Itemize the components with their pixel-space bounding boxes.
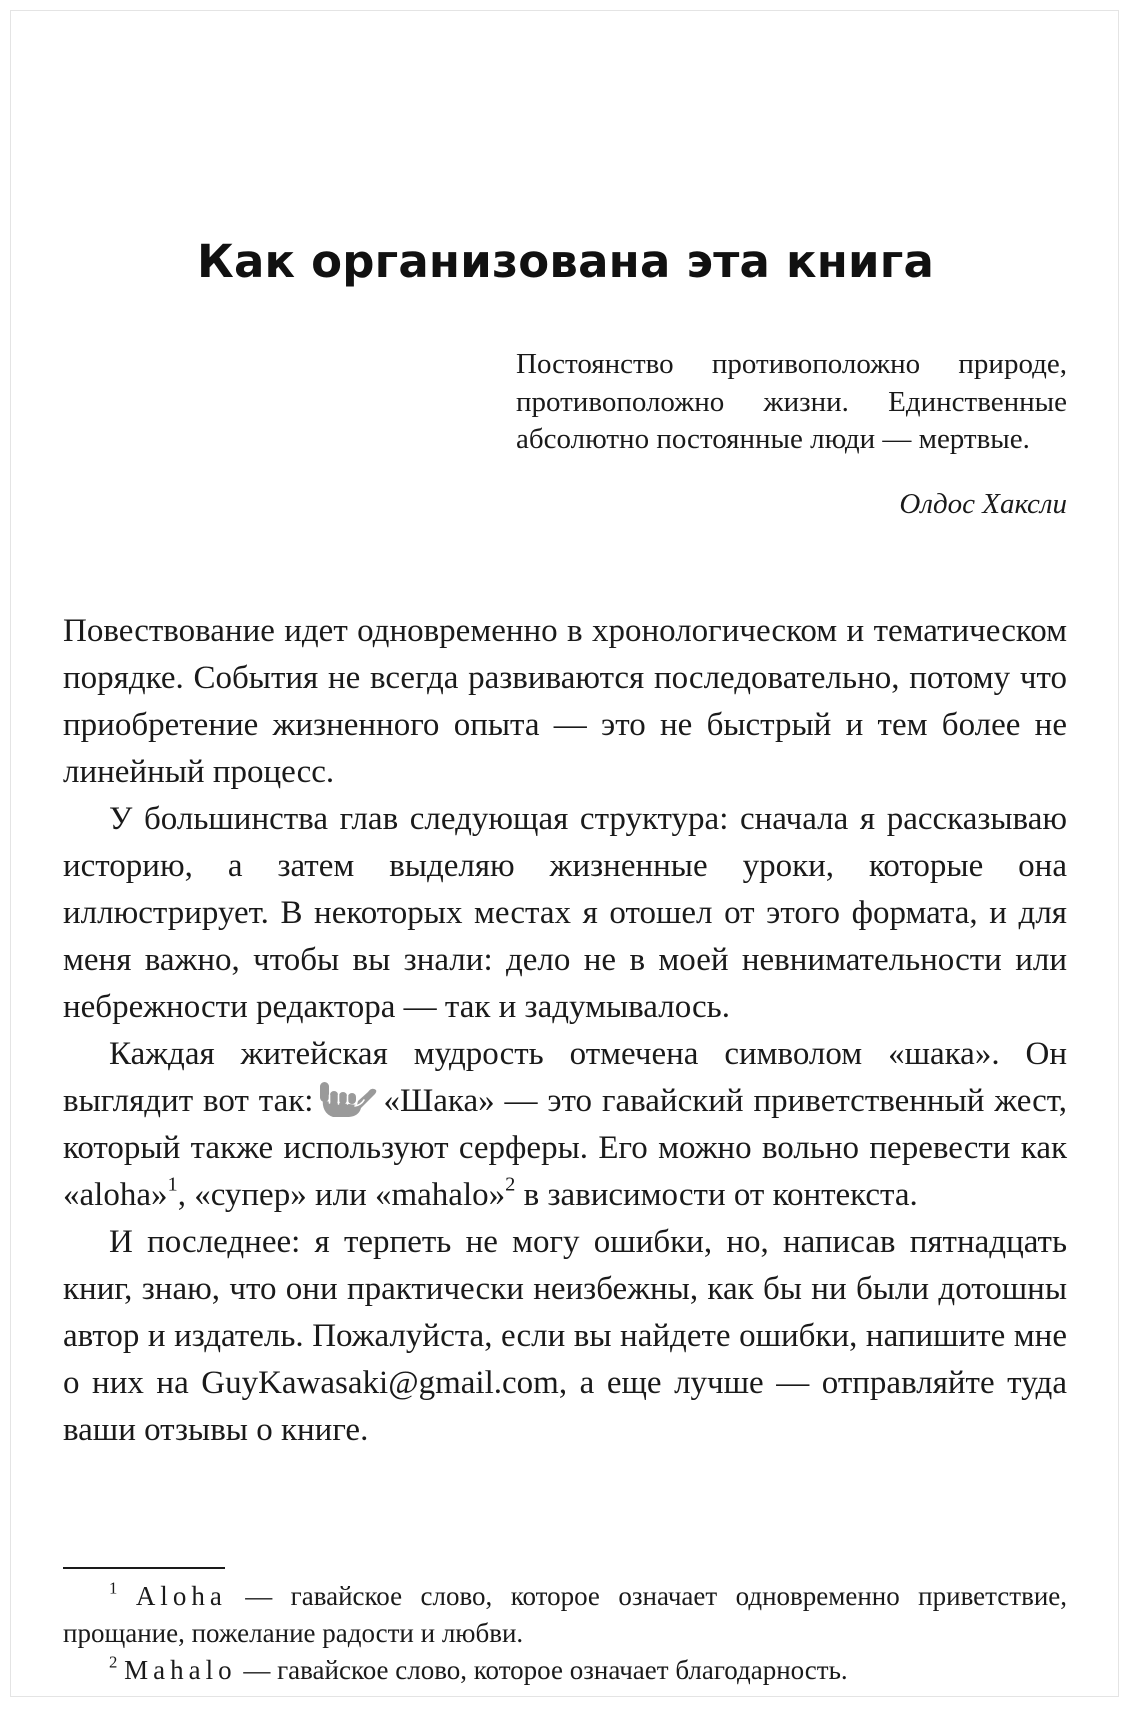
footnote-1-text: — гавайское слово, которое означает одновременно приветствие, прощание, пожелание радости и любви.	[63, 1581, 1067, 1648]
footnotes	[63, 1578, 1067, 1689]
paragraph-3	[63, 1031, 1067, 1219]
body-text	[63, 608, 1067, 1454]
chapter-title: Как организована эта книга	[196, 235, 935, 288]
footnote-divider	[63, 1567, 225, 1569]
footnote-1-number: 1	[109, 1578, 118, 1598]
footnote-1-term: Aloha	[135, 1581, 227, 1611]
paragraph-3-part-4: в зависимости от контекста.	[515, 1177, 918, 1213]
paragraph-3-part-2: «Шака» — это гавайский приветственный жест, который также используют серферы. Его можно вольно перевести как «aloha»	[63, 1083, 1067, 1213]
paragraph-4: И последнее: я терпеть не могу ошибки, но, написав пятнадцать книг, знаю, что они практически неизбежны, как бы ни были дотошны автор и издатель. Пожалуйста, если вы найдете ошибки, напишите мне о них на GuyKawasaki@gmail.com, а еще лучше — отправляйте туда ваши отзывы о книге.	[63, 1224, 1067, 1448]
paragraph-1: Повествование идет одновременно в хронологическом и тематическом порядке. События не всегда развиваются последовательно, потому что приобретение жизненного опыта — это не быстрый и тем более не линейный процесс.	[63, 613, 1067, 790]
epigraph-quote: Постоянство противоположно природе, противоположно жизни. Единственные абсолютно постоянные люди — мертвые.	[516, 348, 1067, 455]
footnote-ref-1[interactable]: 1	[167, 1173, 178, 1196]
paragraph-2: У большинства глав следующая структура: сначала я рассказываю историю, а затем выделяю жизненные уроки, которые она иллюстрирует. В некоторых местах я отошел от этого формата, и для меня важно, чтобы вы знали: дело не в моей невнимательности или небрежности редактора — так и задумывалось.	[63, 801, 1067, 1025]
paragraph-3-part-3: , «супер» или «mahalo»	[177, 1177, 506, 1213]
shaka-hand-icon	[317, 1079, 379, 1119]
footnote-1	[63, 1578, 1067, 1652]
footnote-2-term: Mahalo	[124, 1655, 237, 1685]
paragraph-3-part-1: Каждая житейская мудрость отмечена символом «шака». Он выглядит вот так:	[63, 1036, 1067, 1119]
footnote-2	[63, 1652, 1067, 1689]
footnote-2-number: 2	[109, 1652, 118, 1672]
epigraph-author: Олдос Хаксли	[899, 488, 1067, 520]
footnote-ref-2[interactable]: 2	[505, 1173, 516, 1196]
footnote-2-text: — гавайское слово, которое означает благодарность.	[243, 1655, 848, 1685]
